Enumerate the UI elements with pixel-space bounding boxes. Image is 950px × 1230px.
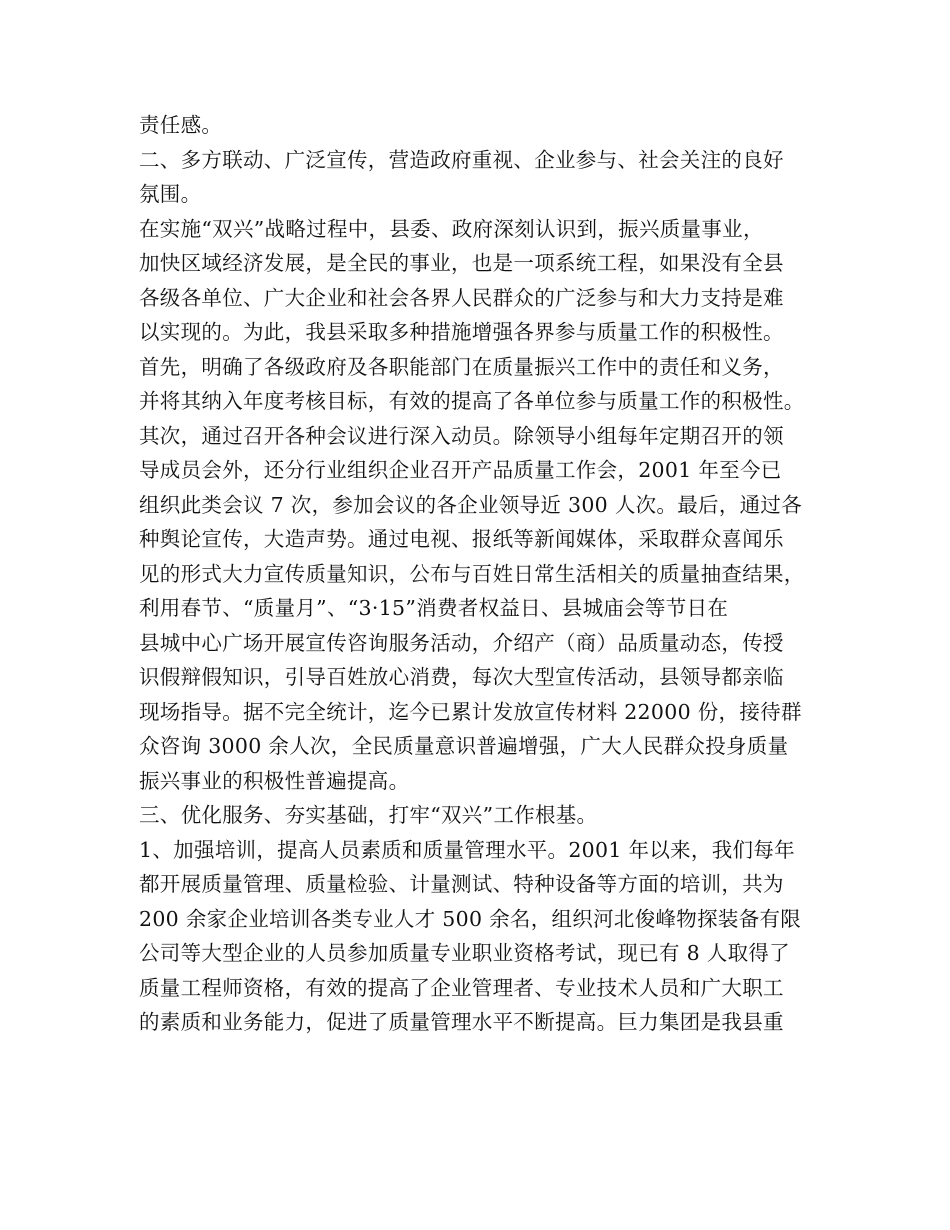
text-line: 1、加强培训，提高人员素质和质量管理水平。2001 年以来，我们每年 [139,837,795,862]
text-line: 都开展质量管理、质量检验、计量测试、特种设备等方面的培训，共为 [139,872,784,896]
text-line: 振兴事业的积极性普遍提高。 [139,768,410,793]
text-line: 并将其纳入年度考核目标，有效的提高了各单位参与质量工作的积极性。 [139,389,805,413]
text-line: 200 余家企业培训各类专业人才 500 余名，组织河北俊峰物探装备有限 [139,906,802,931]
text-line: 在实施“双兴”战略过程中，县委、政府深刻认识到，振兴质量事业， [139,216,764,241]
text-line: 各级各单位、广大企业和社会各界人民群众的广泛参与和大力支持是难 [139,285,784,310]
text-line: 现场指导。据不完全统计，迄今已累计发放宣传材料 22000 份，接待群 [139,699,802,724]
text-line: 公司等大型企业的人员参加质量专业职业资格考试，现已有 8 人取得了 [139,941,790,965]
text-line: 责任感。 [139,113,223,137]
text-line: 首先，明确了各级政府及各职能部门在质量振兴工作中的责任和义务， [139,354,784,379]
text-line: 其次，通过召开各种会议进行深入动员。除领导小组每年定期召开的领 [139,423,784,448]
text-line: 以实现的。为此，我县采取多种措施增强各界参与质量工作的积极性。 [139,320,784,344]
text-line: 县城中心广场开展宣传咨询服务活动，介绍产（商）品质量动态，传授 [139,630,784,655]
section-heading-3: 三、优化服务、夯实基础，打牢“双兴”工作根基。 [139,803,598,827]
text-line: 种舆论宣传，大造声势。通过电视、报纸等新闻媒体，采取群众喜闻乐 [139,527,784,551]
text-line: 的素质和业务能力，促进了质量管理水平不断提高。巨力集团是我县重 [139,1010,784,1034]
text-line: 众咨询 3000 余人次，全民质量意识普遍增强，广大人民群众投身质量 [139,734,789,758]
text-line: 质量工程师资格，有效的提高了企业管理者、专业技术人员和广大职工 [139,975,784,1000]
text-line: 组织此类会议 7 次，参加会议的各企业领导近 300 人次。最后，通过各 [139,492,803,517]
text-line: 利用春节、“质量月”、“3·15”消费者权益日、县城庙会等节日在 [139,596,729,620]
text-line: 导成员会外，还分行业组织企业召开产品质量工作会，2001 年至今已 [139,458,782,482]
section-heading-2: 二、多方联动、广泛宣传，营造政府重视、企业参与、社会关注的良好 [139,147,784,172]
document-body [139,108,829,1040]
text-line: 见的形式大力宣传质量知识，公布与百姓日常生活相关的质量抽查结果， [139,561,805,586]
text-line: 氛围。 [139,182,202,206]
text-line: 加快区域经济发展，是全民的事业，也是一项系统工程，如果没有全县 [139,251,784,275]
text-line: 识假辩假知识，引导百姓放心消费，每次大型宣传活动，县领导都亲临 [139,665,784,689]
